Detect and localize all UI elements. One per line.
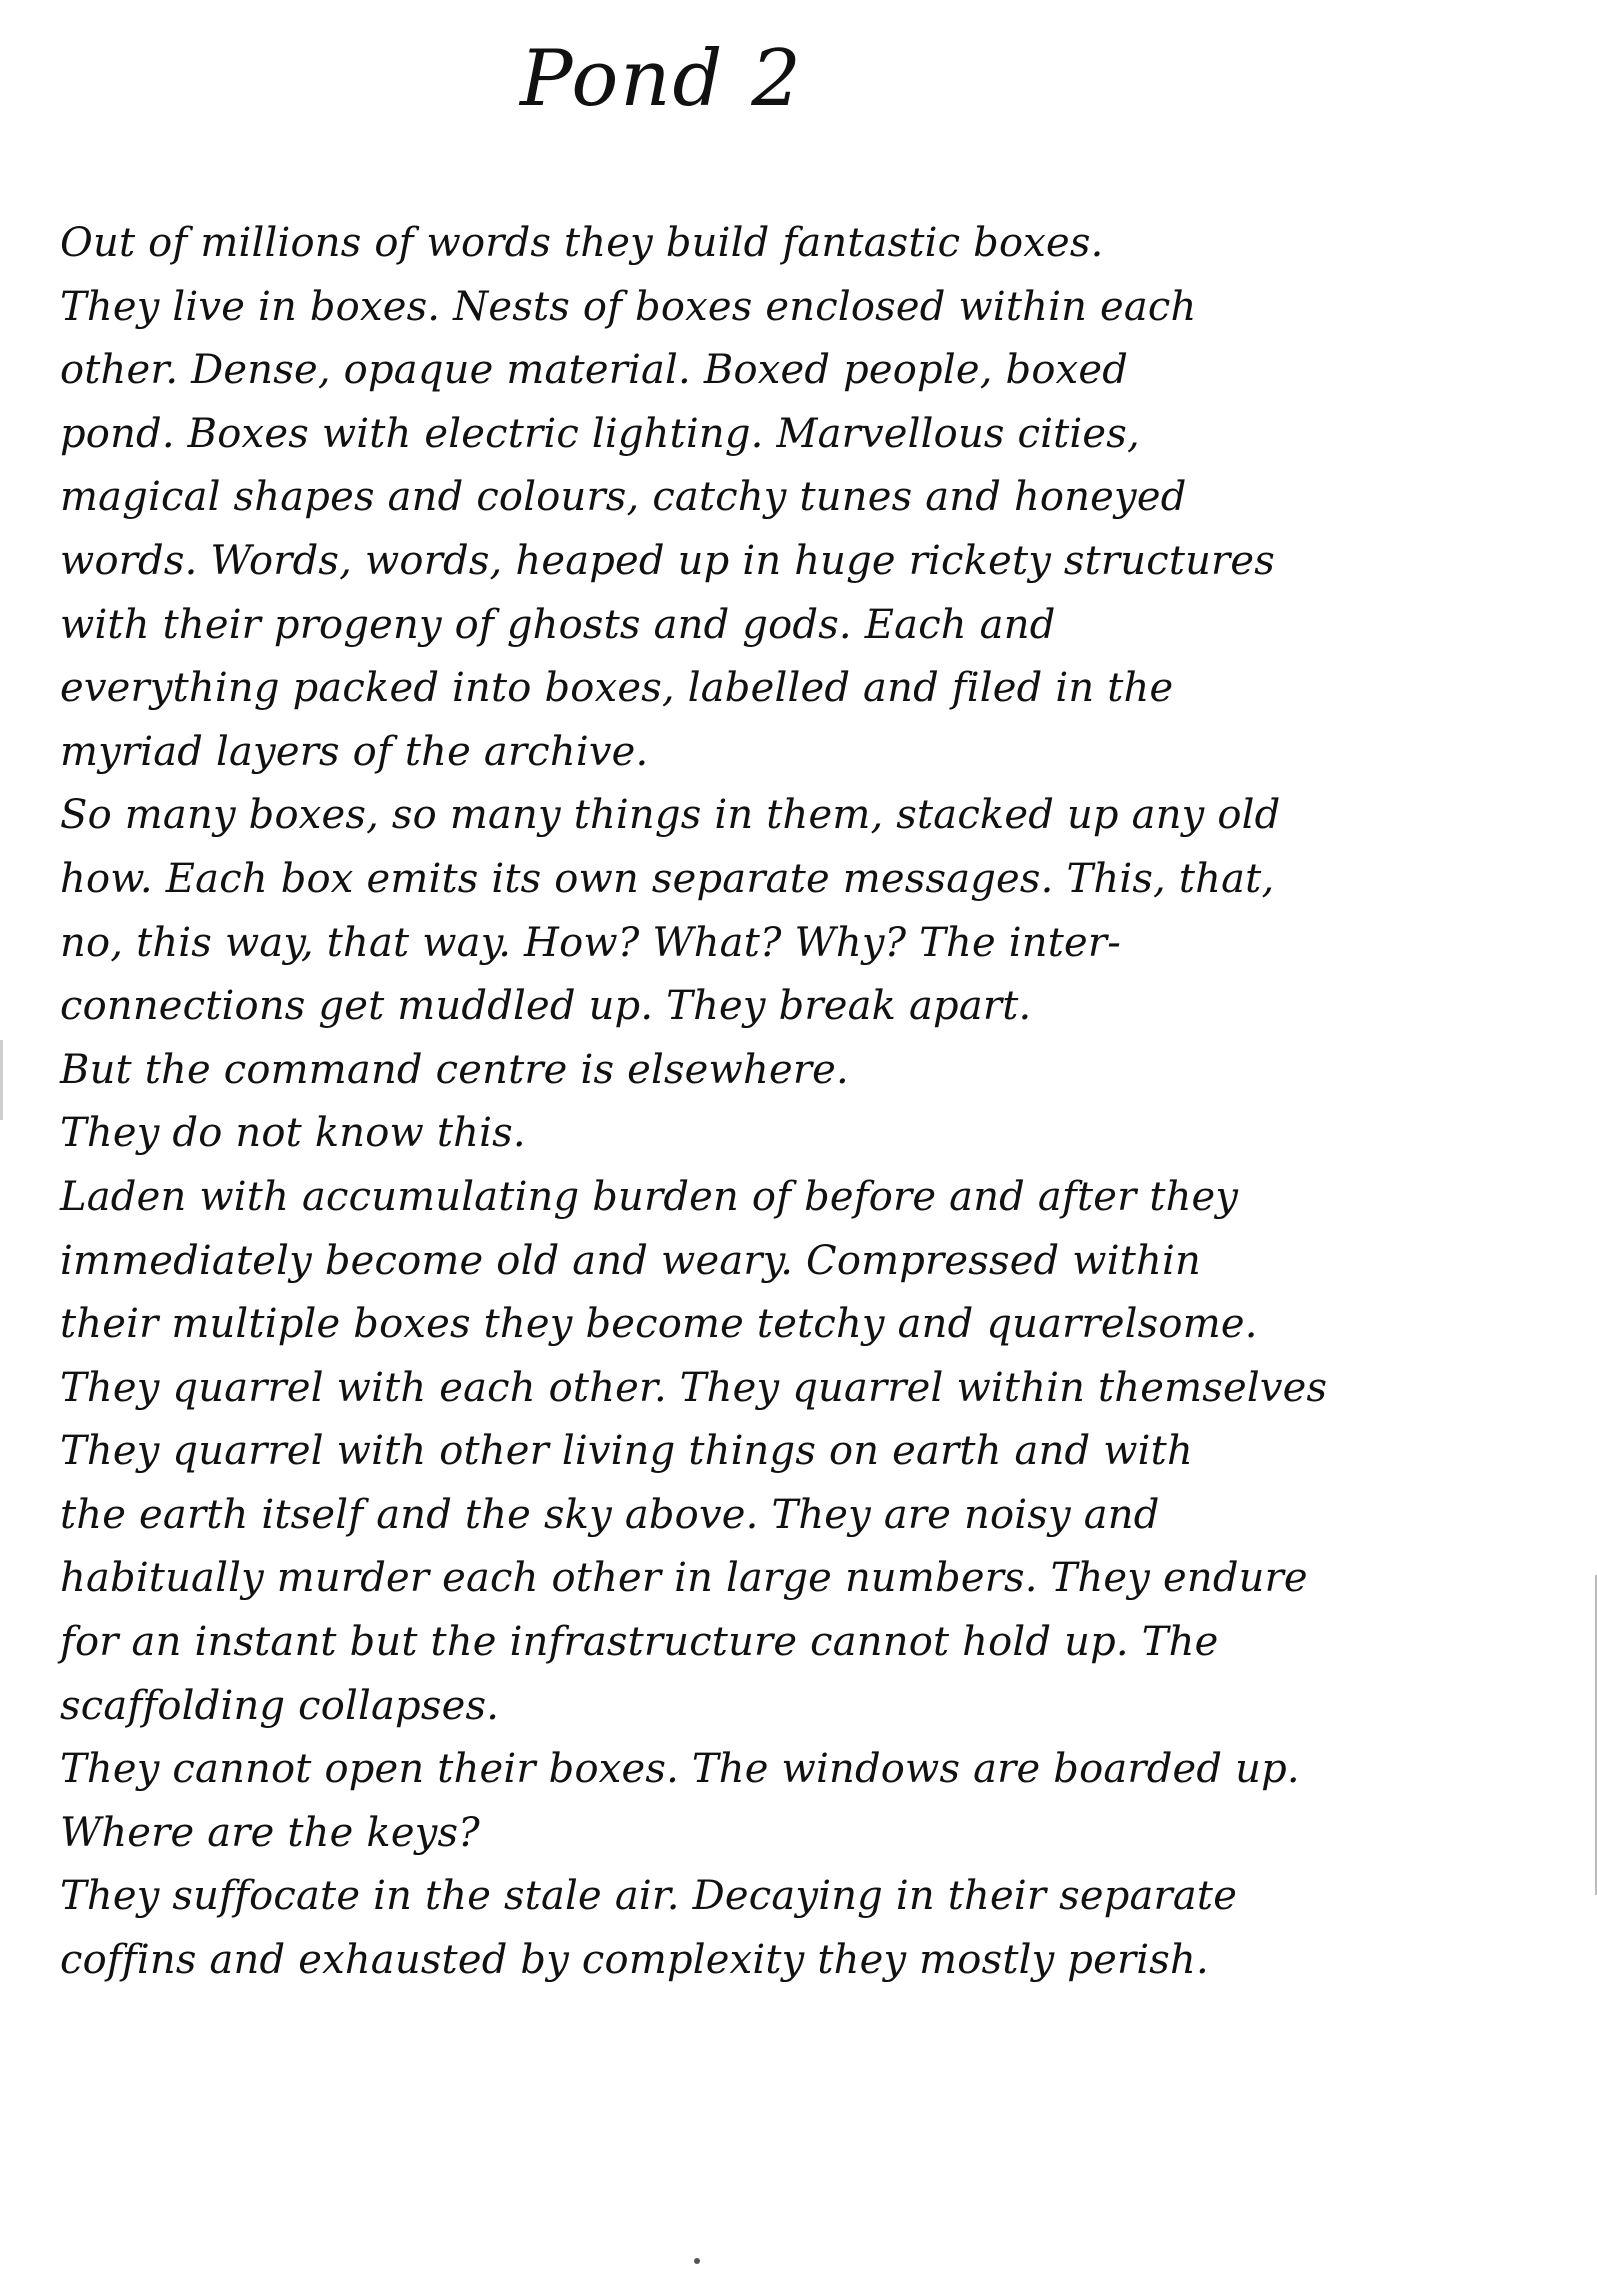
text-line: coffins and exhausted by complexity they mostly perish. — [60, 1937, 1209, 1984]
text-line: They live in boxes. Nests of boxes enclosed within each — [60, 283, 1197, 330]
page-title: Pond 2 — [520, 34, 803, 124]
text-line: They do not know this. — [60, 1110, 526, 1157]
text-line: myriad layers of the archive. — [60, 728, 649, 775]
text-line: They quarrel with other living things on earth and with — [60, 1428, 1193, 1475]
text-line: But the command centre is elsewhere. — [60, 1046, 849, 1093]
text-line: no, this way, that way. How? What? Why? The inter- — [60, 919, 1121, 966]
text-line: magical shapes and colours, catchy tunes and honeyed — [60, 474, 1187, 521]
text-line: scaffolding collapses. — [60, 1682, 500, 1729]
text-line: connections get muddled up. They break apart. — [60, 983, 1032, 1030]
text-line: They quarrel with each other. They quarrel within themselves — [60, 1364, 1328, 1411]
text-line: how. Each box emits its own separate messages. This, that, — [60, 855, 1275, 902]
text-line: Laden with accumulating burden of before and after they — [60, 1173, 1239, 1220]
text-line: habitually murder each other in large numbers. They endure — [60, 1555, 1308, 1602]
text-line: other. Dense, opaque material. Boxed people, boxed — [60, 347, 1129, 394]
text-line: Out of millions of words they build fantastic boxes. — [60, 220, 1104, 266]
scan-speck — [694, 2258, 700, 2264]
text-line: words. Words, words, heaped up in huge rickety structures — [60, 537, 1275, 584]
text-line: They suffocate in the stale air. Decaying in their separate — [60, 1873, 1238, 1920]
text-line: They cannot open their boxes. The windows are boarded up. — [60, 1746, 1300, 1793]
text-line: everything packed into boxes, labelled and filed in the — [60, 665, 1174, 712]
text-line: So many boxes, so many things in them, stacked up any old — [60, 792, 1281, 839]
calligraphy-text-block — [60, 212, 1560, 1993]
left-edge-scan-mark — [0, 1040, 3, 1120]
text-line: for an instant but the infrastructure cannot hold up. The — [60, 1619, 1219, 1666]
text-line: Where are the keys? — [60, 1809, 480, 1856]
text-line: with their progeny of ghosts and gods. Each and — [60, 601, 1056, 648]
text-line: the earth itself and the sky above. They are noisy and — [60, 1491, 1160, 1538]
text-line: immediately become old and weary. Compressed within — [60, 1237, 1201, 1284]
text-line: their multiple boxes they become tetchy and quarrelsome. — [60, 1301, 1258, 1348]
text-line: pond. Boxes with electric lighting. Marvellous cities, — [60, 410, 1140, 457]
